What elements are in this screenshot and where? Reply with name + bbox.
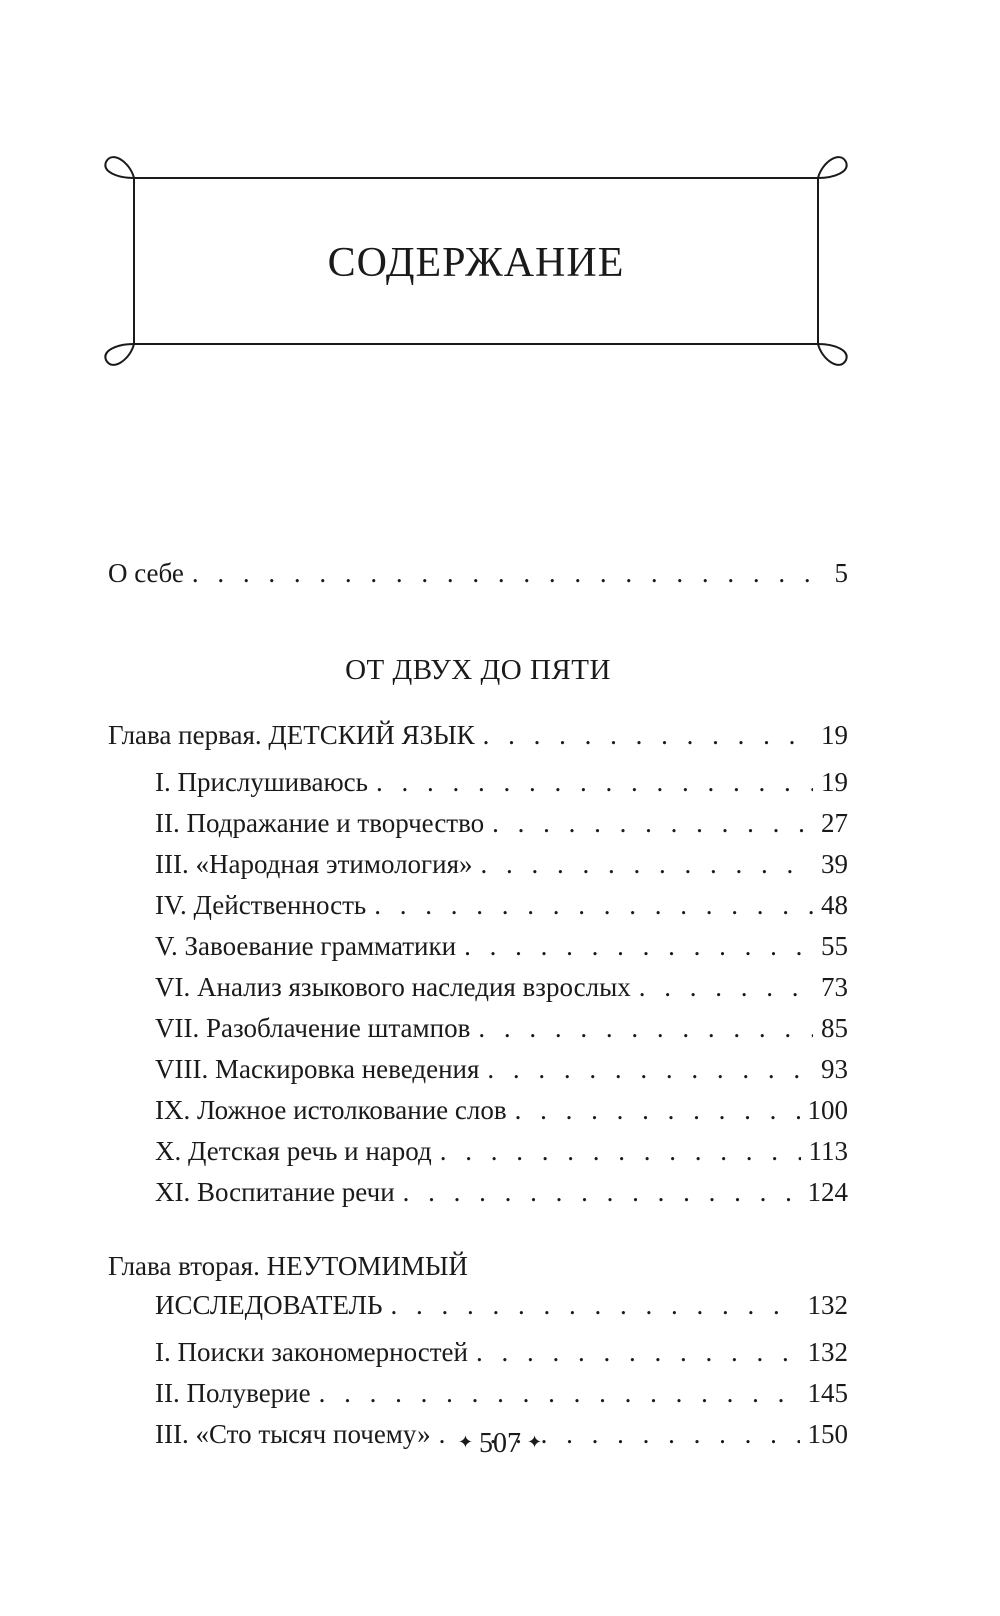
dot-leader bbox=[481, 844, 813, 885]
dot-leader bbox=[403, 1172, 800, 1213]
toc-entry[interactable] bbox=[108, 844, 848, 885]
toc-entry-page: 39 bbox=[821, 849, 848, 879]
toc-entry-label: ИССЛЕДОВАТЕЛЬ bbox=[155, 1290, 383, 1320]
toc-entry-page: 73 bbox=[821, 972, 848, 1002]
toc-entry-page: 145 bbox=[807, 1378, 848, 1408]
toc-entry-page: 27 bbox=[821, 808, 848, 838]
toc-entry[interactable] bbox=[108, 1049, 848, 1090]
toc-entry-label: VIII. Маскировка неведения bbox=[155, 1054, 480, 1084]
toc-chapter-1[interactable] bbox=[108, 715, 848, 756]
toc-entry[interactable] bbox=[108, 762, 848, 803]
toc-entry-page: 100 bbox=[807, 1095, 848, 1125]
toc-entry-label: III. «Народная этимология» bbox=[155, 849, 473, 879]
toc-entry-page: 55 bbox=[821, 931, 848, 961]
title-frame bbox=[104, 148, 848, 374]
toc-entry-label: IX. Ложное истолкование слов bbox=[155, 1095, 507, 1125]
dot-leader bbox=[492, 803, 813, 844]
toc-entry-page: 113 bbox=[808, 1136, 848, 1166]
toc-entry[interactable] bbox=[108, 926, 848, 967]
toc-entry-label: IV. Действенность bbox=[155, 890, 367, 920]
toc-entry-page: 5 bbox=[834, 558, 848, 588]
table-of-contents bbox=[108, 553, 848, 1455]
star-ornament-icon: ✦ bbox=[527, 1432, 543, 1453]
toc-entry-label: II. Полуверие bbox=[155, 1378, 311, 1408]
toc-entry-label: VII. Разоблачение штампов bbox=[155, 1013, 471, 1043]
toc-entry-label: VI. Анализ языкового наследия взрослых bbox=[155, 972, 631, 1002]
section-heading: ОТ ДВУХ ДО ПЯТИ bbox=[345, 654, 611, 686]
page-title: СОДЕРЖАНИЕ bbox=[327, 240, 625, 286]
toc-entry-page: 132 bbox=[807, 1337, 848, 1367]
toc-entry-label: X. Детская речь и народ bbox=[155, 1136, 432, 1166]
dot-leader bbox=[464, 926, 813, 967]
toc-entry-label: I. Прислушиваюсь bbox=[155, 767, 368, 797]
toc-entry-label: О себе bbox=[108, 558, 184, 588]
toc-entry-label: Глава первая. ДЕТСКИЙ ЯЗЫК bbox=[108, 720, 475, 750]
toc-chapter-2-line2 bbox=[108, 1285, 848, 1326]
toc-chapter-2-line1: Глава вторая. НЕУТОМИМЫЙ bbox=[108, 1251, 468, 1281]
toc-entry-label: V. Завоевание грамматики bbox=[155, 931, 457, 961]
star-ornament-icon: ✦ bbox=[457, 1432, 473, 1453]
toc-chapter-2[interactable] bbox=[108, 1247, 848, 1326]
toc-entry[interactable] bbox=[108, 885, 848, 926]
dot-leader bbox=[390, 1285, 799, 1326]
dot-leader bbox=[515, 1090, 800, 1131]
toc-entry-page: 132 bbox=[807, 1290, 848, 1320]
toc-entry[interactable] bbox=[108, 1332, 848, 1373]
dot-leader bbox=[374, 885, 813, 926]
toc-entry[interactable] bbox=[108, 1373, 848, 1414]
dot-leader bbox=[192, 553, 827, 594]
toc-entry[interactable] bbox=[108, 1090, 848, 1131]
toc-entry[interactable] bbox=[108, 803, 848, 844]
toc-entry-page: 124 bbox=[807, 1177, 848, 1207]
toc-entry-label: II. Подражание и творчество bbox=[155, 808, 485, 838]
toc-entry-page: 85 bbox=[821, 1013, 848, 1043]
dot-leader bbox=[487, 1049, 813, 1090]
toc-entry-page: 19 bbox=[821, 767, 848, 797]
toc-entry-intro[interactable] bbox=[108, 553, 848, 594]
page-footer bbox=[0, 1428, 1000, 1460]
dot-leader bbox=[440, 1131, 801, 1172]
toc-entry-page: 19 bbox=[821, 720, 848, 750]
toc-entry-page: 93 bbox=[821, 1054, 848, 1084]
dot-leader bbox=[476, 1332, 800, 1373]
dot-leader bbox=[639, 967, 813, 1008]
toc-entry[interactable] bbox=[108, 1131, 848, 1172]
dot-leader bbox=[376, 762, 813, 803]
dot-leader bbox=[483, 715, 813, 756]
chapter-1-subentries bbox=[108, 762, 848, 1213]
page-number: 507 bbox=[479, 1428, 521, 1459]
dot-leader bbox=[478, 1008, 813, 1049]
toc-entry[interactable] bbox=[108, 1008, 848, 1049]
toc-entry-label: III. «Сто тысяч почему» bbox=[155, 1419, 431, 1449]
toc-entry-page: 150 bbox=[807, 1419, 848, 1449]
toc-entry[interactable] bbox=[108, 967, 848, 1008]
toc-entry-page: 48 bbox=[821, 890, 848, 920]
dot-leader bbox=[319, 1373, 800, 1414]
toc-entry[interactable] bbox=[108, 1172, 848, 1213]
toc-entry-label: XI. Воспитание речи bbox=[155, 1177, 395, 1207]
toc-entry-label: I. Поиски закономерностей bbox=[155, 1337, 468, 1367]
